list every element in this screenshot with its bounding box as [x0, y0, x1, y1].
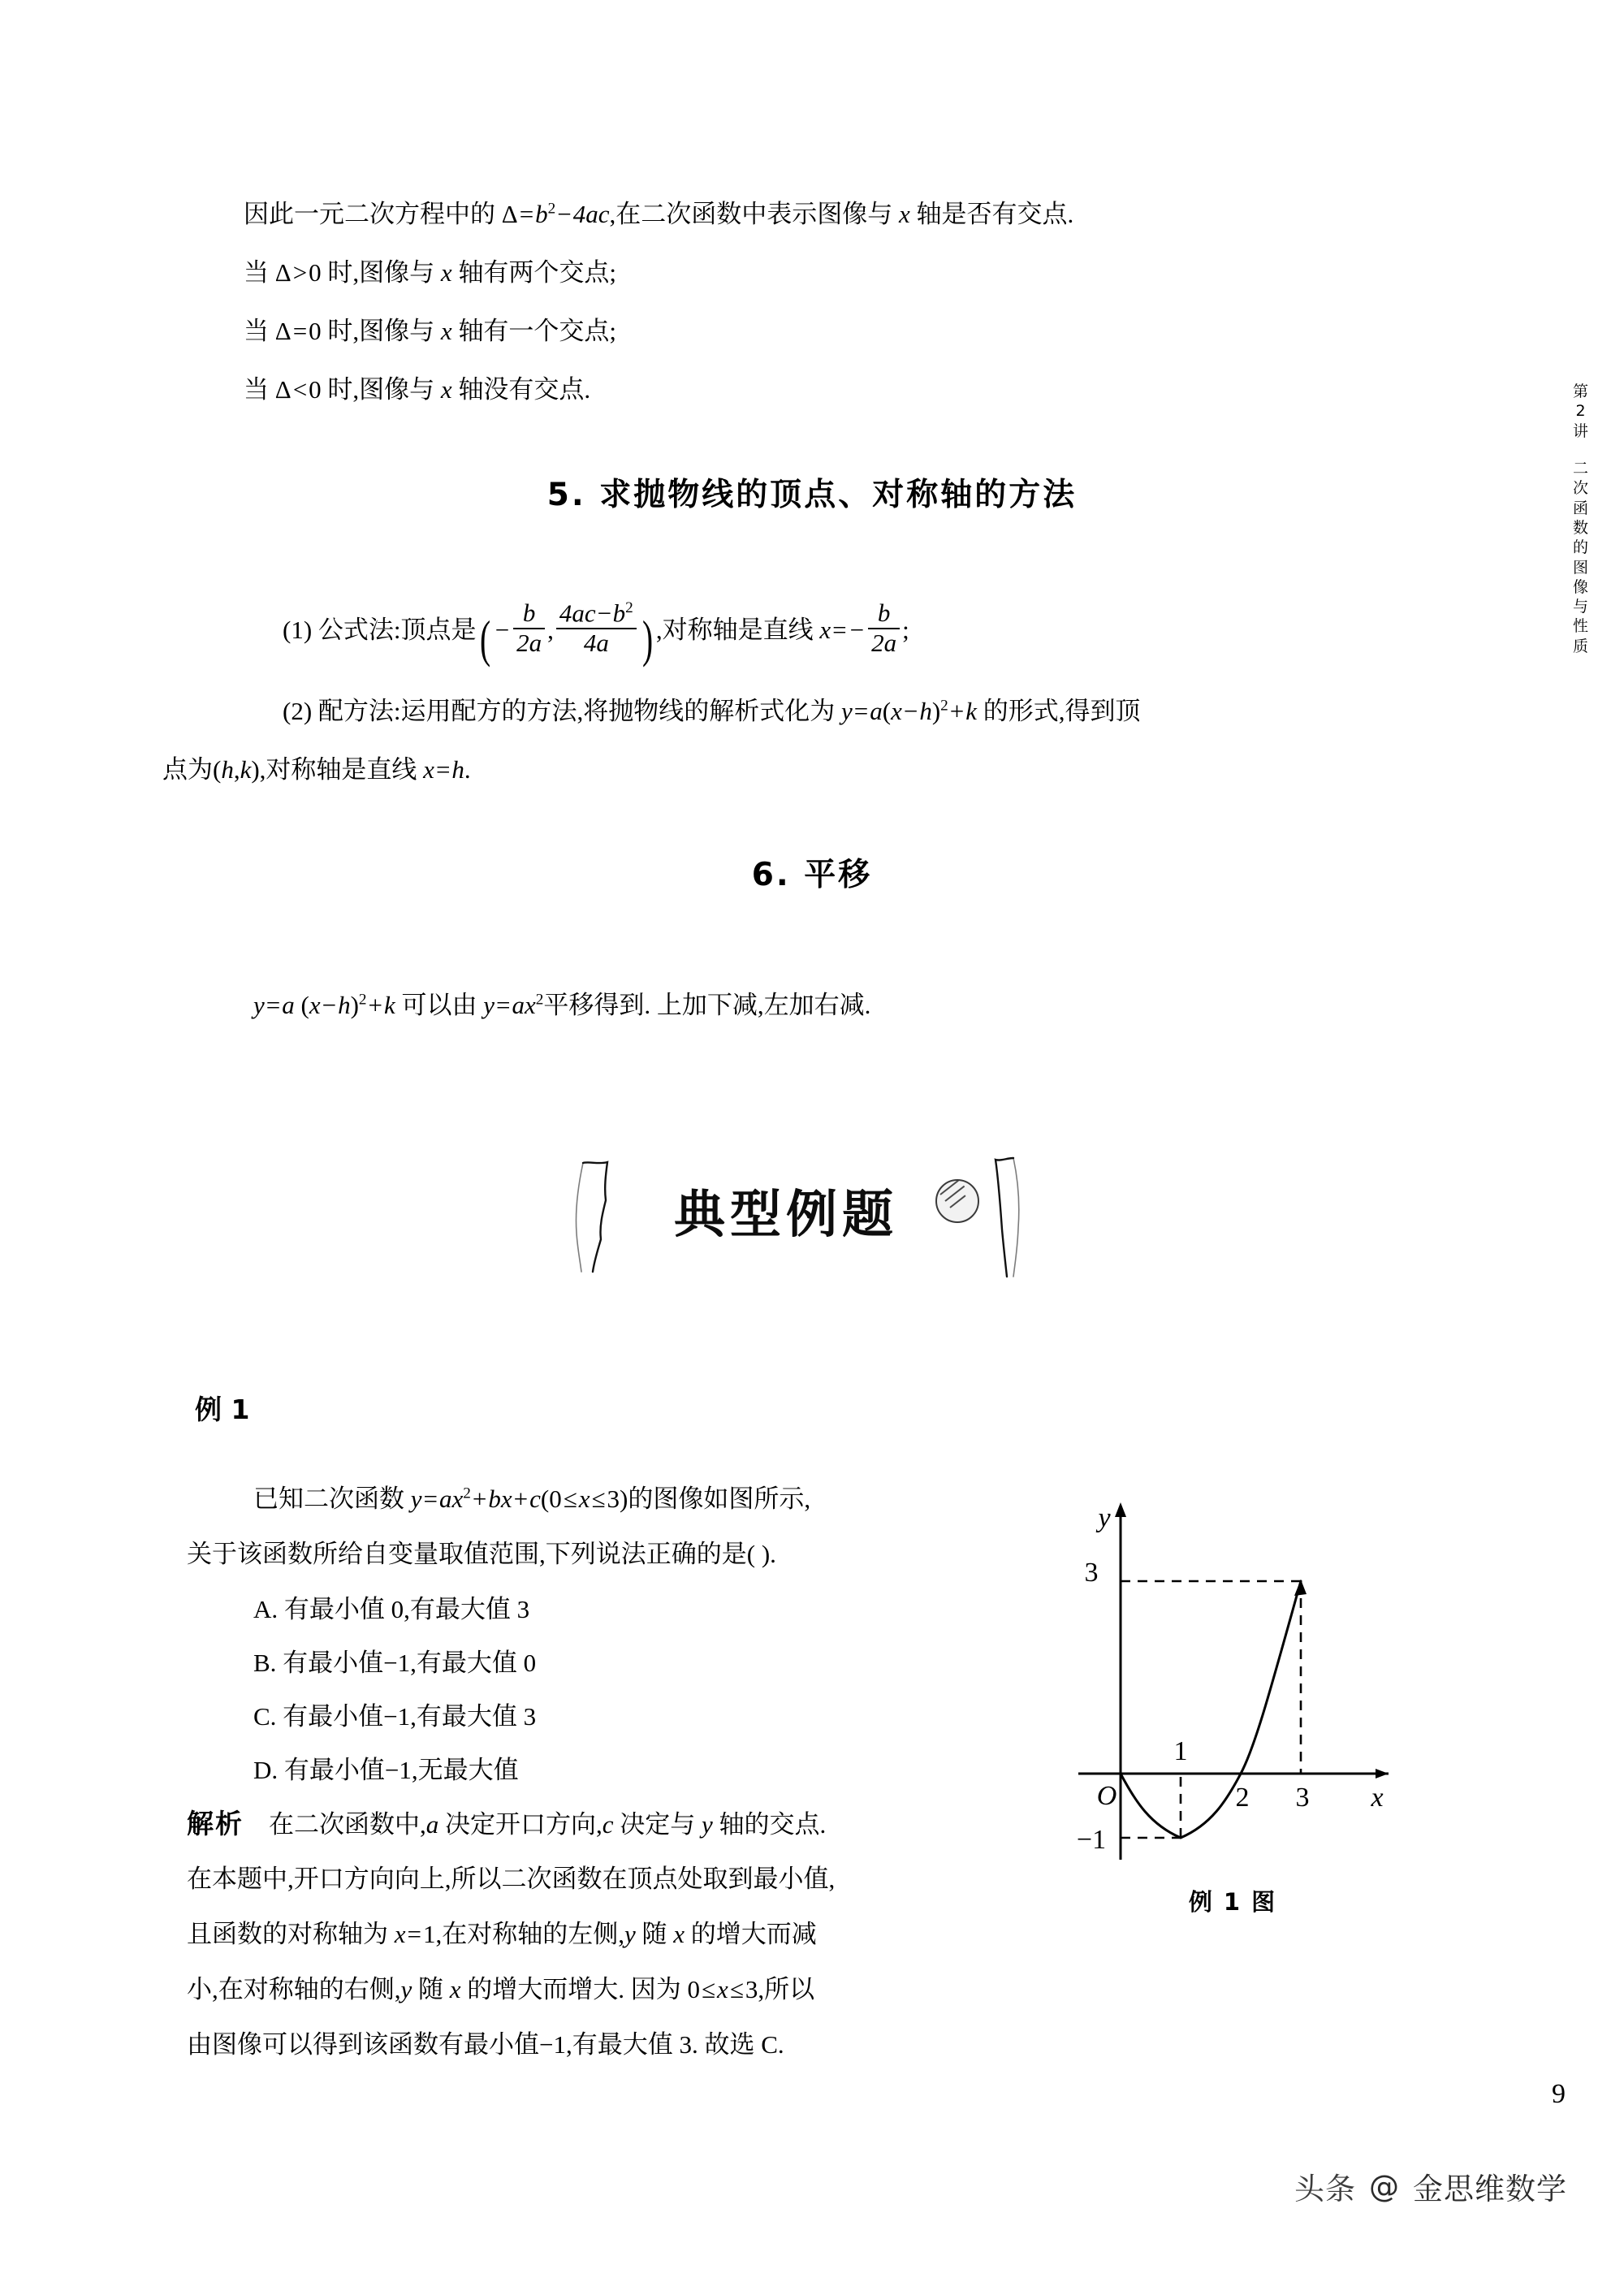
minus-sign: − [322, 991, 337, 1019]
var-x: x [717, 1975, 728, 2003]
example-1-option-d[interactable]: D. 有最小值−1,无最大值 [253, 1756, 519, 1784]
analysis-line-3 [187, 1913, 817, 1950]
var-k: k [384, 991, 395, 1019]
figure-caption: 例 1 图 [1188, 1888, 1277, 1916]
exponent-2: 2 [547, 200, 556, 218]
equals-sign: = [407, 1920, 421, 1948]
equals-sign: = [435, 755, 451, 784]
analysis-l3-d: 的增大而减 [685, 1920, 817, 1948]
var-y: y [702, 1810, 713, 1839]
example-1-option-b[interactable]: B. 有最小值−1,有最大值 0 [253, 1649, 537, 1677]
left-paren: ( [882, 697, 892, 725]
watermark-at-symbol: @ [1369, 2168, 1400, 2204]
formula-mid-text: 可以由 [395, 991, 484, 1019]
var-x: x [440, 375, 452, 404]
semicolon: ; [902, 615, 909, 644]
case3-text-b: 0 时,图像与 [309, 375, 441, 404]
case1 [244, 252, 616, 288]
less-equal-sign: ≤ [591, 1485, 606, 1513]
watermark-source: 头条 [1294, 2172, 1356, 2206]
greater-than-sign: > [292, 258, 308, 287]
var-h: h [221, 755, 234, 784]
fraction-denominator: 4a [556, 628, 637, 658]
stem-text-a: 已知二次函数 [253, 1485, 411, 1513]
section-5-item-1 [283, 599, 909, 668]
term-bx: bx [488, 1485, 512, 1513]
var-k: k [240, 755, 252, 784]
watermark [1294, 2164, 1567, 2208]
value-3: 3 [745, 1975, 758, 2003]
example-1-tag: 例 1 [195, 1394, 250, 1425]
parabola-curve [1121, 1581, 1301, 1838]
fraction-denominator: 2a [513, 628, 545, 658]
analysis-l4-a: 小,在对称轴的右侧, [187, 1975, 401, 2003]
x-tick-1: 1 [1173, 1736, 1188, 1766]
parabola-chart [1070, 1488, 1395, 1878]
analysis-line-5: 由图像可以得到该函数有最小值−1,有最大值 3. 故选 C. [187, 2030, 784, 2059]
numerator-text: 4ac−b [559, 599, 626, 628]
var-x: x [891, 697, 902, 725]
item2-line2 [162, 749, 471, 785]
analysis-l4-c: 的增大而增大. 因为 0 [460, 1975, 701, 2003]
var-b: b [535, 200, 548, 228]
plus-sign: + [368, 991, 382, 1019]
var-c: c [529, 1485, 541, 1513]
range-close: 3) [607, 1485, 628, 1513]
equals-sign: = [292, 317, 308, 345]
intro-text-c: 轴是否有交点. [909, 200, 1074, 228]
case2-text-c: 轴有一个交点; [451, 317, 617, 345]
period: . [464, 755, 471, 784]
var-x: x [449, 1975, 461, 2003]
minus-sign: − [849, 615, 865, 644]
intro-line-1 [244, 193, 1073, 230]
var-x: x [819, 615, 831, 644]
minus-sign: − [495, 615, 510, 644]
minus-sign: − [903, 697, 918, 725]
case2-text-a: 当 Δ [244, 317, 292, 345]
analysis-l4 [187, 1969, 814, 2005]
intro-text-b: ,在二次函数中表示图像与 [609, 200, 900, 228]
case3-text-c: 轴没有交点. [451, 375, 591, 404]
less-equal-sign: ≤ [729, 1975, 744, 2003]
stem-line1 [253, 1478, 810, 1515]
fraction-4ac-minus-b2-over-4a [556, 599, 637, 658]
var-y: y [253, 991, 265, 1019]
case2 [244, 310, 616, 347]
case2-text-b: 0 时,图像与 [309, 317, 441, 345]
exponent-2: 2 [358, 991, 367, 1009]
example-1-option-c[interactable]: C. 有最小值−1,有最大值 3 [253, 1702, 537, 1731]
less-equal-sign: ≤ [563, 1485, 577, 1513]
x-tick-3: 3 [1295, 1783, 1310, 1813]
analysis-l4-d: ,所以 [758, 1975, 815, 2003]
side-running-head-title: 二 次 函 数 的 图 像 与 性 质 [1572, 459, 1589, 655]
item2-tail: 的形式,得到顶 [977, 697, 1141, 725]
exponent-2: 2 [940, 697, 948, 715]
term-ax: ax [439, 1485, 464, 1513]
var-h: h [919, 697, 932, 725]
item1-tail: ,对称轴是直线 [655, 615, 820, 644]
equals-sign: = [519, 200, 534, 228]
banner-title: 典型例题 [674, 1185, 898, 1244]
seal-dot-icon [935, 1179, 979, 1223]
var-a: a [870, 697, 883, 725]
y-axis-label: y [1098, 1503, 1111, 1533]
term-4ac: 4ac [572, 200, 610, 228]
typical-examples-banner [536, 1129, 1056, 1299]
y-tick-minus-1: −1 [1076, 1825, 1107, 1855]
analysis-l3-c: 随 [635, 1920, 674, 1948]
analysis-line-4 [187, 1969, 814, 2005]
intro-paragraph [244, 193, 1073, 230]
item2-l2-a: 点为( [162, 755, 222, 784]
var-k: k [965, 697, 978, 725]
term-ax: ax [512, 991, 536, 1019]
range-open: (0 [540, 1485, 562, 1513]
fraction-denominator: 2a [868, 628, 900, 658]
x-tick-2: 2 [1235, 1783, 1250, 1813]
analysis-l3 [187, 1913, 817, 1950]
analysis-text-b: 决定开口方向, [438, 1810, 603, 1839]
var-x: x [440, 317, 452, 345]
var-y: y [400, 1975, 412, 2003]
analysis-l3-a: 且函数的对称轴为 [187, 1920, 395, 1948]
delta-symbol: Δ [501, 200, 518, 228]
minus-sign: − [557, 200, 572, 228]
section-5-item-2-line-1 [283, 690, 1141, 727]
right-paren-large: ) [641, 610, 653, 668]
left-paren: ( [300, 991, 309, 1019]
section-6-formula [253, 984, 870, 1021]
var-h: h [338, 991, 351, 1019]
formula-tail-text: 平移得到. 上加下减,左加右减. [543, 991, 871, 1019]
item2-line1 [283, 690, 1141, 727]
section-5-heading: 5. 求抛物线的顶点、对称轴的方法 [546, 477, 1078, 513]
example-1-stem-line-2: 关于该函数所给自变量取值范围,下列说法正确的是( ). [187, 1540, 776, 1568]
var-x: x [578, 1485, 590, 1513]
stem-text-b: 的图像如图所示, [628, 1485, 811, 1513]
case-line-3 [244, 369, 590, 405]
analysis-tag: 解析 [187, 1808, 244, 1839]
case-line-2 [244, 310, 616, 347]
exponent-2: 2 [463, 1485, 471, 1502]
plus-sign: + [949, 697, 965, 725]
var-x: x [673, 1920, 685, 1948]
origin-label: O [1096, 1781, 1117, 1811]
var-y: y [410, 1485, 422, 1513]
exponent-2: 2 [535, 991, 544, 1009]
analysis-text-c: 决定与 [613, 1810, 702, 1839]
item1-lead: (1) 公式法:顶点是 [283, 615, 477, 644]
var-h: h [451, 755, 464, 784]
var-a: a [425, 1810, 439, 1839]
analysis-line-1 [187, 1803, 826, 1841]
fraction-b-over-2a [513, 599, 545, 657]
section-5-item-1-line [283, 599, 909, 668]
section-6-heading: 6. 平移 [751, 857, 873, 893]
less-equal-sign: ≤ [702, 1975, 716, 2003]
analysis-text-d: 轴的交点. [712, 1810, 827, 1839]
intro-text-a: 因此一元二次方程中的 [244, 200, 502, 228]
plus-sign: + [472, 1485, 487, 1513]
fraction-numerator [556, 599, 637, 628]
page-number: 9 [1552, 2079, 1566, 2109]
case-line-1 [244, 252, 616, 288]
analysis-line-2: 在本题中,开口方向向上,所以二次函数在顶点处取到最小值, [187, 1865, 836, 1893]
var-a: a [282, 991, 295, 1019]
analysis-l3-b: ,在对称轴的左侧, [435, 1920, 624, 1948]
comma: , [547, 615, 554, 644]
right-paren: ) [931, 697, 941, 725]
item2-lead: (2) 配方法:运用配方的方法,将抛物线的解析式化为 [283, 697, 842, 725]
analysis-l1 [187, 1803, 826, 1841]
comma: , [233, 755, 240, 784]
y-tick-3: 3 [1084, 1558, 1099, 1588]
var-x: x [394, 1920, 406, 1948]
case1-text-b: 0 时,图像与 [309, 258, 441, 287]
var-x: x [440, 258, 452, 287]
example-1-figure [1070, 1488, 1395, 1878]
equals-sign: = [423, 1485, 438, 1513]
var-x: x [309, 991, 321, 1019]
watermark-account-name: 金思维数学 [1413, 2172, 1567, 2206]
exponent-2: 2 [625, 599, 633, 616]
analysis-text-a: 在二次函数中, [269, 1810, 426, 1839]
equals-sign: = [496, 991, 511, 1019]
plus-sign: + [513, 1485, 529, 1513]
var-x: x [423, 755, 434, 784]
var-y: y [483, 991, 495, 1019]
section-5-item-2-line-2 [162, 749, 471, 785]
shift-formula [253, 984, 870, 1021]
case1-text-c: 轴有两个交点; [451, 258, 617, 287]
var-c: c [602, 1810, 614, 1839]
fraction-numerator: b [522, 599, 536, 628]
fraction-numerator: b [877, 599, 891, 628]
analysis-l4-b: 随 [412, 1975, 450, 2003]
side-running-head [1567, 382, 1595, 674]
less-than-sign: < [292, 375, 308, 404]
fraction-b-over-2a-axis [868, 599, 900, 657]
example-1-stem-line-1 [253, 1478, 810, 1515]
case3-text-a: 当 Δ [244, 375, 292, 404]
equals-sign: = [266, 991, 281, 1019]
value-1: 1 [423, 1920, 436, 1948]
side-running-head-chapter: 第 2 讲 [1572, 382, 1589, 440]
case3 [244, 369, 590, 405]
right-paren: ) [350, 991, 359, 1019]
var-x: x [899, 200, 910, 228]
var-y: y [841, 697, 853, 725]
y-axis-arrow [1115, 1502, 1126, 1517]
case1-text-a: 当 Δ [244, 258, 292, 287]
x-axis-label: x [1371, 1783, 1384, 1813]
left-paren-large: ( [479, 610, 490, 668]
item2-l2-b: ),对称轴是直线 [251, 755, 424, 784]
var-y: y [624, 1920, 636, 1948]
example-1-option-a[interactable]: A. 有最小值 0,有最大值 3 [253, 1595, 530, 1623]
equals-sign: = [853, 697, 869, 725]
x-axis-arrow [1376, 1769, 1389, 1778]
equals-sign: = [832, 615, 847, 644]
